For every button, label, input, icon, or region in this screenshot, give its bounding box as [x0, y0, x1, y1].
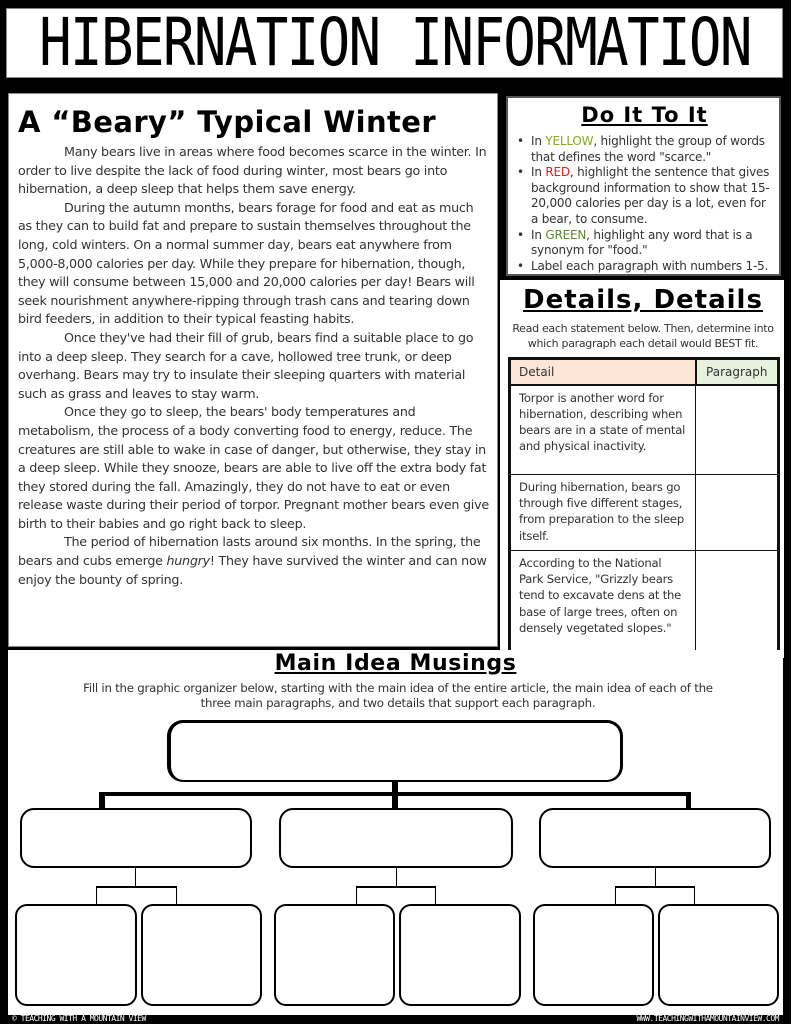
- article-panel: [8, 93, 498, 647]
- do-it-title: Do It To It: [581, 103, 708, 127]
- color-word-red: RED: [545, 165, 570, 180]
- table-row: [510, 551, 779, 657]
- connector-line: [686, 792, 691, 809]
- item-prefix: In: [531, 227, 546, 242]
- connector-line: [694, 886, 695, 904]
- supporting-detail-box-6[interactable]: [658, 904, 779, 1006]
- table-row: [510, 475, 779, 551]
- item-text: , highlight any word that is a synonym for "food.": [531, 227, 753, 258]
- item-prefix: In: [531, 165, 546, 180]
- details-panel: [500, 280, 784, 658]
- paragraph-main-idea-box-1[interactable]: [20, 808, 252, 868]
- item-text: Label each paragraph with numbers 1-5.: [531, 258, 769, 273]
- item-text: , highlight the group of words that defines the word "scarce.": [531, 134, 765, 164]
- table-header-row: [510, 359, 779, 385]
- article-paragraph-5: [18, 533, 489, 589]
- article-paragraph-4: Once they go to sleep, the bears' body temperatures and metabolism, the process of a body converting food to energy, reduce. The creatures are still able to wake in case of danger, but otherwise, they stay in a deep sleep. While they snooze, bears are able to live off the extra body fat they stored during the fall. Amazingly, they do not have to eat or even release waste during their period of torpor. Pregnant mother bears even give birth to their babies and go right back to sleep.: [18, 404, 489, 531]
- do-it-to-it-panel: [506, 96, 781, 276]
- main-idea-box[interactable]: [167, 720, 623, 782]
- connector-line: [356, 886, 357, 904]
- organizer-title: Main Idea Musings: [274, 651, 517, 676]
- detail-table: [508, 357, 780, 658]
- organizer-instructions: Fill in the graphic organizer below, starting with the main idea of the entire article, the main idea of each of the three main paragraphs, and two details that support each paragraph.: [83, 681, 713, 710]
- page-title: HIBERNATION INFORMATION: [38, 4, 751, 81]
- supporting-detail-box-2[interactable]: [141, 904, 262, 1006]
- copyright-footer: © TEACHING WITH A MOUNTAIN VIEW: [12, 1014, 146, 1023]
- connector-line: [99, 792, 105, 809]
- item-text: , highlight the sentence that gives background information to show that 15-20,000 calories per day is a lot, even for a bear, to consume.: [531, 165, 770, 226]
- instruction-list: [516, 134, 773, 274]
- column-header-detail: Detail: [510, 359, 696, 385]
- supporting-detail-box-4[interactable]: [399, 904, 521, 1006]
- color-word-yellow: YELLOW: [545, 134, 594, 148]
- supporting-detail-box-3[interactable]: [274, 904, 395, 1006]
- paragraph-main-idea-box-2[interactable]: [279, 808, 513, 868]
- column-header-paragraph: Paragraph: [696, 359, 779, 385]
- paragraph-text: ! They have survived the winter and can now enjoy the bounty of spring.: [18, 553, 487, 587]
- title-banner: [6, 4, 783, 81]
- emphasis-word: hungry: [166, 553, 210, 569]
- article-paragraph-1: Many bears live in areas where food becomes scarce in the winter. In order to live despite the lack of food during winter, most bears go into hibernation, a deep sleep that helps them save energy.: [18, 144, 487, 197]
- table-row: [510, 385, 779, 475]
- paragraph-answer-cell[interactable]: [696, 475, 779, 551]
- item-prefix: In: [531, 134, 546, 148]
- instruction-item-green: [516, 228, 773, 259]
- connector-line: [176, 886, 177, 904]
- connector-line: [615, 886, 616, 904]
- paragraph-main-idea-box-3[interactable]: [539, 808, 771, 868]
- paragraph-answer-cell[interactable]: [696, 385, 779, 475]
- detail-cell: According to the National Park Service, "Grizzly bears tend to excavate dens at the base of large trees, often on densely vegetated slopes.": [510, 551, 696, 657]
- supporting-detail-box-1[interactable]: [15, 904, 137, 1006]
- paragraph-text: The period of hibernation lasts around six months. In the spring, the bears and cubs emerge: [18, 534, 481, 569]
- instruction-item-red: [516, 165, 773, 227]
- color-word-green: GREEN: [545, 227, 587, 242]
- paragraph-answer-cell[interactable]: [696, 551, 779, 657]
- instruction-item-yellow: [516, 134, 773, 165]
- supporting-detail-box-5[interactable]: [533, 904, 654, 1006]
- connector-line: [655, 868, 656, 887]
- detail-cell: During hibernation, bears go through five different stages, from preparation to the sleep itself.: [510, 475, 696, 551]
- detail-cell: Torpor is another word for hibernation, describing when bears are in a state of mental and physical inactivity.: [510, 385, 696, 475]
- connector-line: [135, 868, 136, 887]
- connector-line: [96, 886, 97, 904]
- connector-line: [96, 886, 176, 888]
- connector-line: [435, 886, 436, 904]
- website-footer: WWW.TEACHINGWITHAMOUNTAINVIEW.COM: [636, 1014, 779, 1023]
- article-paragraph-2: During the autumn months, bears forage for food and eat as much as they can to build fat and prepare to sustain themselves throughout the long, cold winters. On a normal summer day, bears eat anywhere from 5,000-8,000 calories per day. While they prepare for hibernation, though, they will consume between 15,000 and 20,000 calories per day! Bears will seek nourishment anywhere-ripping through trash cans and tearing down bird feeders, in addition to their typical feasting habits.: [18, 199, 475, 327]
- details-instructions: Read each statement below. Then, determine into which paragraph each detail would BEST fit.: [512, 322, 774, 350]
- connector-line: [396, 868, 397, 887]
- details-title: Details, Details: [523, 285, 763, 315]
- article-paragraph-3: Once they've had their fill of grub, bears find a suitable place to go into a deep sleep. They search for a cave, hollowed tree trunk, or deep overhang. Bears may try to insulate their sleeping quarters with material such as grass and leaves to stay warm.: [18, 329, 474, 401]
- connector-line: [392, 792, 398, 809]
- article-title: A “Beary” Typical Winter: [18, 105, 437, 139]
- connector-line: [615, 886, 695, 888]
- connector-line: [356, 886, 436, 888]
- main-idea-organizer: [8, 650, 783, 1015]
- instruction-item-label: [516, 259, 773, 275]
